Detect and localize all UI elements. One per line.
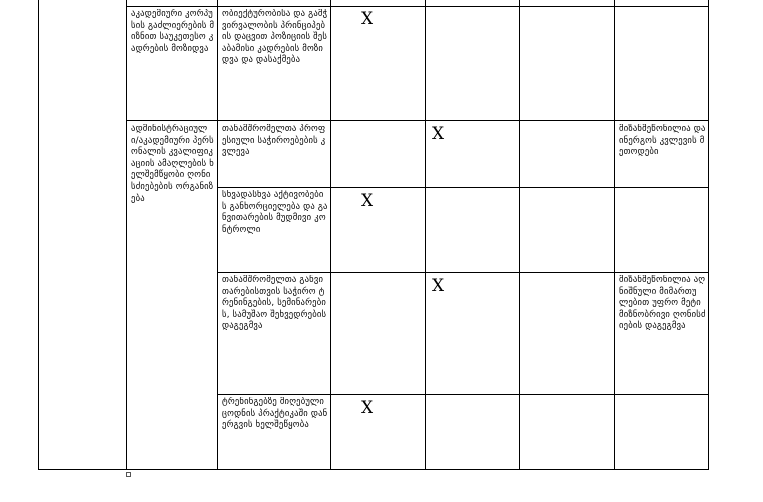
paragraph-marker: [126, 472, 131, 477]
mark-x-5: X: [361, 398, 374, 418]
table-border-right: [708, 0, 709, 470]
table-divider-4: [425, 0, 426, 470]
note-cell-4: მიზანშეწონილია აღნიშნული მიმართულებით უფრო მეტი მიზნობრივი ღონისძიების დაგეგმვა: [619, 275, 706, 332]
mark-x-2: X: [432, 124, 445, 144]
table-divider-2: [217, 0, 218, 470]
table-divider-3: [330, 0, 331, 470]
category-cell-1: აკადემიური კორპუსის გაძლიერების მიზნით საუკეთესო კადრების მოზიდვა: [131, 9, 215, 54]
row-line-top: [126, 6, 709, 7]
activity-cell-5: ტრენინგებზე მიღებული ცოდნის პრაქტიკაში დანერგვის ხელშეწყობა: [222, 397, 328, 431]
table-border-bottom: [38, 469, 709, 470]
table-border-left: [38, 0, 39, 470]
row-line-3: [217, 272, 709, 273]
table-divider-5: [519, 0, 520, 470]
row-line-1: [126, 120, 709, 121]
activity-cell-2: თანამშრომელთა პროფესიული საჭიროებების კვლევა: [222, 124, 326, 158]
table-divider-1: [126, 0, 127, 470]
activity-cell-4: თანამშრომელთა განვითარებისთვის საჭირო ტრენინგების, სემინარების, სამუშაო შეხვედრების დაგეგმვა: [222, 275, 327, 332]
note-cell-2: მიზანშეწონილია დაინერგოს კვლევის მეთოდები: [619, 124, 706, 158]
activity-cell-1: ობიექტურობისა და გამჭვირვალობის პრინციპების დაცვით პოზიციის შესაბამისი კადრების მოზიდვა და დასაქმება: [222, 9, 328, 66]
mark-x-3: X: [361, 191, 374, 211]
activity-cell-3: სხვადასხვა აქტივობების განხორციელება და განვითარების მუდმივი კონტროლი: [222, 190, 328, 235]
row-line-2: [217, 187, 709, 188]
mark-x-4: X: [432, 276, 445, 296]
mark-x-1: X: [361, 9, 374, 29]
category-cell-2: ადმინისტრაციული/აკადემიური პერსონალის კვალიფიკაციის ამაღლების ხელშემწყობი ღონისძიებების ორგანიზება: [131, 124, 214, 204]
table-divider-6: [614, 0, 615, 470]
row-line-4: [217, 394, 709, 395]
